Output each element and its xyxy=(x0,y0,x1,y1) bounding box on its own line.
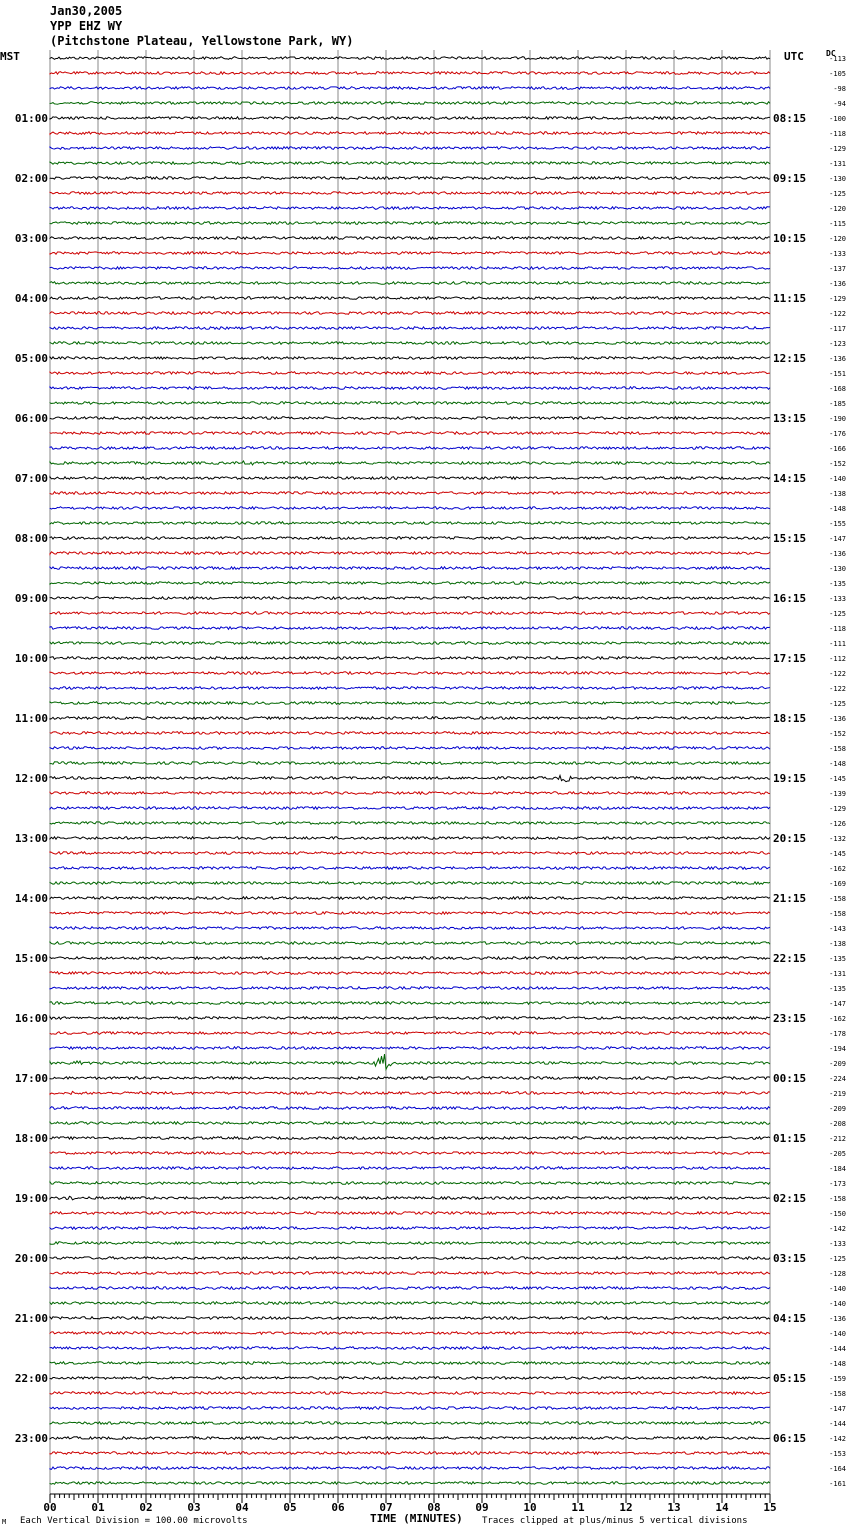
dc-offset-label: -142 xyxy=(829,1225,846,1233)
seismic-trace xyxy=(50,207,770,210)
dc-offset-label: -184 xyxy=(829,1165,846,1173)
dc-offset-label: -117 xyxy=(829,325,846,333)
dc-offset-label: -135 xyxy=(829,955,846,963)
x-tick-label: 15 xyxy=(763,1501,777,1514)
hour-label-right: 20:15 xyxy=(773,832,807,845)
x-tick-label: 14 xyxy=(715,1501,729,1514)
seismic-trace xyxy=(50,342,770,345)
seismic-trace xyxy=(50,72,770,75)
dc-offset-label: -212 xyxy=(829,1135,846,1143)
left-timezone-label: MST xyxy=(0,50,20,63)
hour-label-left: 19:00 xyxy=(14,1192,48,1205)
seismic-trace xyxy=(50,432,770,435)
dc-offset-label: -112 xyxy=(829,655,846,663)
seismic-trace xyxy=(50,177,770,180)
seismic-trace xyxy=(50,732,770,735)
seismic-trace xyxy=(50,942,770,945)
seismic-trace xyxy=(50,1091,770,1094)
dc-offset-label: -98 xyxy=(833,85,846,93)
dc-offset-label: -118 xyxy=(829,625,846,633)
dc-offset-label: -137 xyxy=(829,265,846,273)
dc-offset-label: -125 xyxy=(829,190,846,198)
dc-offset-label: -140 xyxy=(829,1285,846,1293)
hour-label-right: 06:15 xyxy=(773,1432,807,1445)
seismic-trace xyxy=(50,162,770,165)
seismic-trace xyxy=(50,57,770,60)
dc-offset-label: -129 xyxy=(829,295,846,303)
dc-offset-label: -147 xyxy=(829,535,846,543)
seismic-trace xyxy=(50,1077,770,1080)
x-tick-label: 02 xyxy=(139,1501,153,1514)
seismic-trace xyxy=(50,402,770,405)
seismic-trace xyxy=(50,147,770,150)
trace-rows xyxy=(50,57,770,1485)
dc-offset-label: -162 xyxy=(829,865,846,873)
seismic-trace xyxy=(50,642,770,645)
seismic-trace xyxy=(50,1317,770,1320)
seismic-trace xyxy=(50,1227,770,1230)
seismic-trace xyxy=(50,477,770,480)
seismic-trace xyxy=(50,597,770,600)
hour-label-right: 04:15 xyxy=(773,1312,807,1325)
dc-offset-label: -161 xyxy=(829,1480,846,1488)
seismic-trace xyxy=(50,987,770,990)
hour-label-right: 15:15 xyxy=(773,532,807,545)
seismic-trace xyxy=(50,1482,770,1485)
dc-offset-label: -113 xyxy=(829,55,846,63)
seismic-trace xyxy=(50,1137,770,1140)
dc-offset-label: -131 xyxy=(829,970,846,978)
hour-label-left: 10:00 xyxy=(14,652,48,665)
dc-offset-label: -169 xyxy=(829,880,846,888)
seismic-trace xyxy=(50,807,770,810)
seismic-trace xyxy=(50,87,770,90)
hour-label-left: 14:00 xyxy=(14,892,48,905)
dc-offset-label: -158 xyxy=(829,745,846,753)
dc-offset-label: -143 xyxy=(829,925,846,933)
seismic-trace xyxy=(50,102,770,105)
seismic-trace xyxy=(50,687,770,690)
hour-label-left: 22:00 xyxy=(14,1372,48,1385)
dc-offset-label: -148 xyxy=(829,505,846,513)
dc-offset-label: -148 xyxy=(829,1360,846,1368)
hour-label-left: 01:00 xyxy=(14,112,48,125)
x-tick-label: 10 xyxy=(523,1501,537,1514)
hour-label-right: 22:15 xyxy=(773,952,807,965)
dc-offset-label: -105 xyxy=(829,70,846,78)
seismic-trace xyxy=(50,972,770,975)
dc-offset-label: -135 xyxy=(829,580,846,588)
hour-label-left: 06:00 xyxy=(14,412,48,425)
x-tick-label: 05 xyxy=(283,1501,297,1514)
dc-offset-label: -155 xyxy=(829,520,846,528)
dc-offset-label: -126 xyxy=(829,820,846,828)
hour-label-left: 23:00 xyxy=(14,1432,48,1445)
dc-offset-label: -145 xyxy=(829,850,846,858)
dc-offset-label: -148 xyxy=(829,760,846,768)
seismic-trace xyxy=(50,1392,770,1395)
seismic-trace xyxy=(50,327,770,330)
hour-label-right: 01:15 xyxy=(773,1132,807,1145)
dc-offset-label: -94 xyxy=(833,100,846,108)
dc-offset-label: -147 xyxy=(829,1405,846,1413)
x-tick-label: 01 xyxy=(91,1501,105,1514)
seismic-trace xyxy=(50,1452,770,1455)
dc-offset-label: -123 xyxy=(829,340,846,348)
right-timezone-label: UTC xyxy=(784,50,804,63)
seismic-trace xyxy=(50,567,770,570)
seismic-trace xyxy=(50,237,770,240)
dc-offset-label: -122 xyxy=(829,310,846,318)
seismic-trace xyxy=(50,1467,770,1470)
dc-offset-label: -152 xyxy=(829,460,846,468)
dc-offset-label: -136 xyxy=(829,355,846,363)
hour-label-right: 00:15 xyxy=(773,1072,807,1085)
dc-offset-label: -136 xyxy=(829,280,846,288)
seismic-trace xyxy=(50,792,770,795)
dc-offset-label: -140 xyxy=(829,475,846,483)
dc-offset-label: -136 xyxy=(829,550,846,558)
dc-offset-label: -164 xyxy=(829,1465,846,1473)
x-tick-label: 03 xyxy=(187,1501,201,1514)
seismic-trace xyxy=(50,492,770,495)
seismic-trace xyxy=(50,747,770,750)
seismic-trace xyxy=(50,1347,770,1350)
hour-label-right: 05:15 xyxy=(773,1372,807,1385)
dc-offset-label: -140 xyxy=(829,1300,846,1308)
seismic-trace xyxy=(50,447,770,450)
seismic-trace xyxy=(50,192,770,195)
dc-offset-label: -120 xyxy=(829,205,846,213)
seismic-trace xyxy=(50,297,770,300)
x-tick-label: 13 xyxy=(667,1501,681,1514)
dc-offset-label: -138 xyxy=(829,940,846,948)
seismic-trace xyxy=(50,762,770,765)
dc-offset-label: -111 xyxy=(829,640,846,648)
seismic-trace xyxy=(50,582,770,585)
dc-offset-label: -144 xyxy=(829,1345,846,1353)
hour-label-right: 11:15 xyxy=(773,292,807,305)
hour-label-right: 13:15 xyxy=(773,412,807,425)
seismic-trace xyxy=(50,1032,770,1035)
hour-label-right: 23:15 xyxy=(773,1012,807,1025)
dc-offset-label: -205 xyxy=(829,1150,846,1158)
dc-offset-label: -159 xyxy=(829,1375,846,1383)
hour-label-left: 13:00 xyxy=(14,832,48,845)
seismic-trace xyxy=(50,612,770,615)
seismic-trace xyxy=(50,882,770,885)
dc-offset-label: -122 xyxy=(829,670,846,678)
dc-offset-label: -139 xyxy=(829,790,846,798)
dc-offset-label: -125 xyxy=(829,1255,846,1263)
dc-offset-label: -208 xyxy=(829,1120,846,1128)
dc-offset-label: -128 xyxy=(829,1270,846,1278)
dc-offset-label: -194 xyxy=(829,1045,846,1053)
seismic-trace xyxy=(50,822,770,825)
hour-label-right: 17:15 xyxy=(773,652,807,665)
seismic-trace xyxy=(50,852,770,855)
seismic-trace xyxy=(50,282,770,285)
dc-offset-label: -129 xyxy=(829,145,846,153)
dc-offset-label: -158 xyxy=(829,895,846,903)
dc-offset-label: -162 xyxy=(829,1015,846,1023)
seismic-trace xyxy=(50,1054,770,1069)
x-tick-label: 06 xyxy=(331,1501,345,1514)
seismic-trace xyxy=(50,1152,770,1155)
x-axis-title: TIME (MINUTES) xyxy=(370,1512,463,1525)
time-axis xyxy=(43,1494,776,1514)
x-tick-label: 12 xyxy=(619,1501,633,1514)
seismic-trace xyxy=(50,117,770,120)
hour-label-left: 04:00 xyxy=(14,292,48,305)
hour-label-left: 18:00 xyxy=(14,1132,48,1145)
hour-label-right: 19:15 xyxy=(773,772,807,785)
seismic-trace xyxy=(50,1422,770,1425)
seismic-trace xyxy=(50,387,770,390)
hour-label-right: 18:15 xyxy=(773,712,807,725)
dc-offset-label: -219 xyxy=(829,1090,846,1098)
dc-offset-label: -133 xyxy=(829,250,846,258)
hour-label-right: 14:15 xyxy=(773,472,807,485)
seismic-trace xyxy=(50,1362,770,1365)
seismic-trace xyxy=(50,1407,770,1410)
hour-label-left: 16:00 xyxy=(14,1012,48,1025)
dc-offset-label: -152 xyxy=(829,730,846,738)
hour-label-left: 11:00 xyxy=(14,712,48,725)
hour-label-left: 20:00 xyxy=(14,1252,48,1265)
hour-label-left: 05:00 xyxy=(14,352,48,365)
seismic-trace xyxy=(50,222,770,225)
dc-offset-label: -140 xyxy=(829,1330,846,1338)
dc-offset-label: -178 xyxy=(829,1030,846,1038)
dc-offset-label: -125 xyxy=(829,610,846,618)
dc-offset-label: -144 xyxy=(829,1420,846,1428)
footer-mark: M xyxy=(2,1518,7,1526)
dc-offset-label: -133 xyxy=(829,1240,846,1248)
seismic-trace xyxy=(50,957,770,960)
dc-offset-label: -130 xyxy=(829,565,846,573)
seismic-trace xyxy=(50,1002,770,1005)
hour-label-right: 10:15 xyxy=(773,232,807,245)
seismic-trace xyxy=(50,312,770,315)
seismic-trace xyxy=(50,1122,770,1125)
seismic-trace xyxy=(50,1167,770,1170)
dc-offset-label: -132 xyxy=(829,835,846,843)
dc-offset-label: -166 xyxy=(829,445,846,453)
seismic-trace xyxy=(50,1272,770,1275)
dc-offset-label: -100 xyxy=(829,115,846,123)
seismic-trace xyxy=(50,775,770,781)
seismic-trace xyxy=(50,537,770,540)
station-location: (Pitchstone Plateau, Yellowstone Park, WY) xyxy=(50,34,354,48)
dc-offset-label: -176 xyxy=(829,430,846,438)
clip-note: Traces clipped at plus/minus 5 vertical divisions xyxy=(482,1516,748,1526)
dc-offset-label: -151 xyxy=(829,370,846,378)
dc-offset-label: -209 xyxy=(829,1060,846,1068)
dc-offset-header: DC xyxy=(826,49,836,58)
seismic-trace xyxy=(50,522,770,525)
seismic-trace xyxy=(50,1182,770,1185)
hour-label-right: 12:15 xyxy=(773,352,807,365)
dc-offset-label: -173 xyxy=(829,1180,846,1188)
x-tick-label: 08 xyxy=(427,1501,441,1514)
dc-offset-label: -153 xyxy=(829,1450,846,1458)
seismic-trace xyxy=(50,1437,770,1440)
x-tick-label: 07 xyxy=(379,1501,393,1514)
seismic-trace xyxy=(50,1107,770,1110)
dc-offset-label: -125 xyxy=(829,700,846,708)
hour-label-left: 09:00 xyxy=(14,592,48,605)
seismic-trace xyxy=(50,417,770,420)
seismic-trace xyxy=(50,912,770,915)
seismic-trace xyxy=(50,897,770,900)
hour-label-right: 03:15 xyxy=(773,1252,807,1265)
hour-label-right: 09:15 xyxy=(773,172,807,185)
seismic-trace xyxy=(50,627,770,630)
dc-offset-label: -224 xyxy=(829,1075,846,1083)
hour-label-left: 03:00 xyxy=(14,232,48,245)
seismic-trace xyxy=(50,1287,770,1290)
seismic-trace xyxy=(50,672,770,675)
seismic-trace xyxy=(50,1212,770,1215)
seismic-trace xyxy=(50,507,770,510)
seismic-trace xyxy=(50,552,770,555)
seismic-trace xyxy=(50,1332,770,1335)
dc-offset-label: -209 xyxy=(829,1105,846,1113)
dc-offset-label: -150 xyxy=(829,1210,846,1218)
seismic-trace xyxy=(50,657,770,660)
dc-offset-label: -122 xyxy=(829,685,846,693)
seismic-trace xyxy=(50,702,770,705)
seismic-trace xyxy=(50,252,770,255)
seismic-trace xyxy=(50,132,770,135)
x-tick-label: 11 xyxy=(571,1501,585,1514)
x-tick-label: 04 xyxy=(235,1501,249,1514)
dc-offset-label: -120 xyxy=(829,235,846,243)
hour-label-right: 21:15 xyxy=(773,892,807,905)
dc-offset-label: -131 xyxy=(829,160,846,168)
hour-label-right: 16:15 xyxy=(773,592,807,605)
hour-label-left: 21:00 xyxy=(14,1312,48,1325)
seismic-trace xyxy=(50,461,770,465)
seismic-trace xyxy=(50,1242,770,1245)
seismic-trace xyxy=(50,357,770,360)
plot-date: Jan30,2005 xyxy=(50,4,123,18)
hour-label-left: 12:00 xyxy=(14,772,48,785)
seismic-trace xyxy=(50,927,770,930)
seismic-trace xyxy=(50,372,770,375)
dc-offset-label: -118 xyxy=(829,130,846,138)
scale-note: Each Vertical Division = 100.00 microvolts xyxy=(20,1516,248,1526)
hour-label-left: 17:00 xyxy=(14,1072,48,1085)
dc-offset-label: -136 xyxy=(829,715,846,723)
dc-offset-label: -129 xyxy=(829,805,846,813)
dc-offset-label: -185 xyxy=(829,400,846,408)
x-tick-label: 09 xyxy=(475,1501,489,1514)
dc-offset-label: -138 xyxy=(829,490,846,498)
hour-label-right: 08:15 xyxy=(773,112,807,125)
seismic-trace xyxy=(50,1047,770,1050)
dc-offset-label: -158 xyxy=(829,1390,846,1398)
hour-label-left: 07:00 xyxy=(14,472,48,485)
seismic-trace xyxy=(50,717,770,720)
hour-label-right: 02:15 xyxy=(773,1192,807,1205)
station-id: YPP EHZ WY xyxy=(50,19,123,33)
seismic-trace xyxy=(50,1302,770,1305)
dc-offset-label: -142 xyxy=(829,1435,846,1443)
seismic-trace xyxy=(50,267,770,270)
dc-offset-label: -158 xyxy=(829,1195,846,1203)
seismic-trace xyxy=(50,867,770,870)
seismic-trace xyxy=(50,1377,770,1380)
seismic-trace xyxy=(50,1257,770,1260)
dc-offset-label: -136 xyxy=(829,1315,846,1323)
dc-offset-label: -190 xyxy=(829,415,846,423)
hour-label-left: 08:00 xyxy=(14,532,48,545)
dc-offset-label: -115 xyxy=(829,220,846,228)
seismic-trace xyxy=(50,1017,770,1020)
x-tick-label: 00 xyxy=(43,1501,57,1514)
dc-offset-label: -168 xyxy=(829,385,846,393)
hour-label-left: 02:00 xyxy=(14,172,48,185)
seismic-trace xyxy=(50,1196,770,1200)
dc-offset-label: -133 xyxy=(829,595,846,603)
seismic-trace xyxy=(50,837,770,840)
dc-offset-label: -158 xyxy=(829,910,846,918)
hour-label-left: 15:00 xyxy=(14,952,48,965)
dc-offset-label: -135 xyxy=(829,985,846,993)
dc-offset-label: -130 xyxy=(829,175,846,183)
dc-offset-label: -145 xyxy=(829,775,846,783)
dc-offset-label: -147 xyxy=(829,1000,846,1008)
